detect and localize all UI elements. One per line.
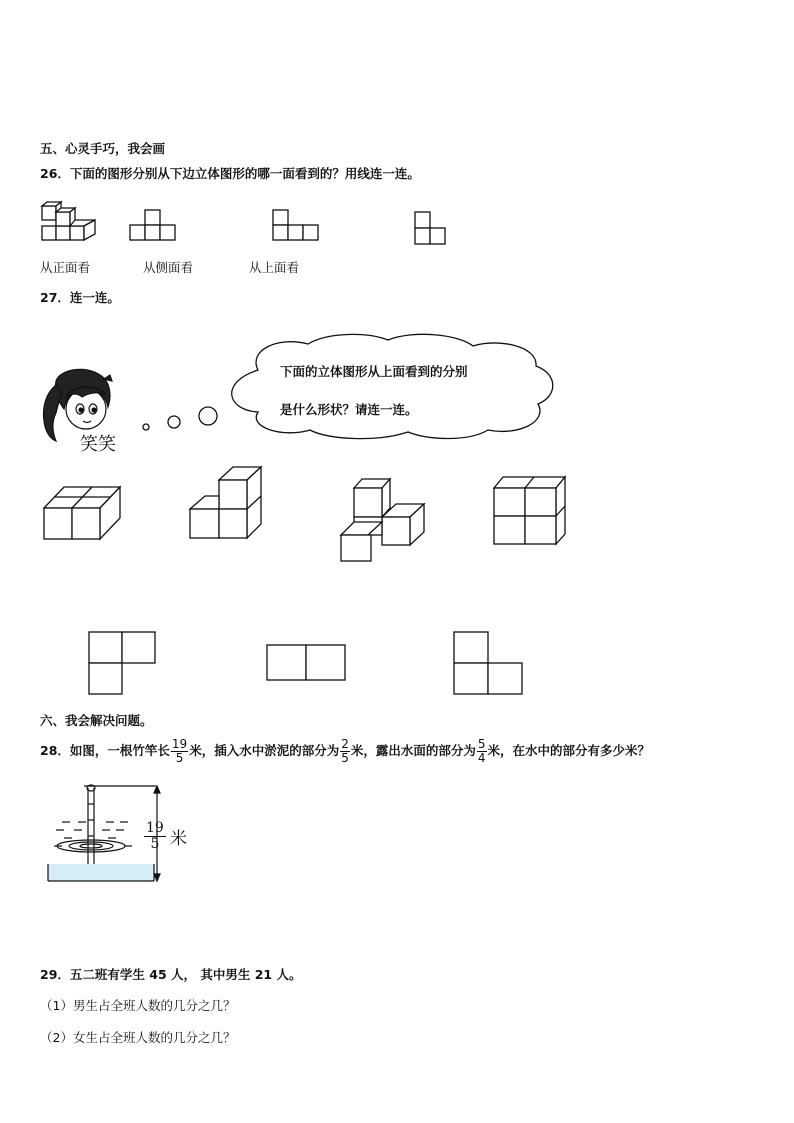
q27-view-a [88,631,158,695]
q26-view-a [130,209,176,243]
q28-mid2: 米，露出水面的部分为 [350,743,476,758]
q28-suffix: 米，在水中的部分有多少米？ [487,743,651,758]
q26-text: 26．下面的图形分别从下边立体图形的哪一面看到的？用线连一连。 [40,166,420,181]
q26-solid-figure [40,200,100,244]
q27-solid-c [340,478,428,562]
cloud-line-1: 下面的立体图形从上面看到的分别 [280,364,468,379]
q28-frac-mud: $\frac{2}{5}$ [341,737,349,765]
q26-view-c [415,211,447,247]
speech-cloud [218,330,563,442]
q26-view-b [273,209,319,243]
q28-figure-fraction: $\frac{19}{5}$ [146,820,164,852]
thought-bubbles [138,402,223,437]
view-label-front: 从正面看 [40,260,91,275]
q29-sub1: （1）男生占全班人数的几分之几？ [40,998,236,1013]
view-label-side: 从侧面看 [143,260,194,275]
section5-heading: 五、心灵手巧，我会画 [40,141,166,156]
q28-frac-total: $\frac{19}{5}$ [171,737,188,765]
q27-text: 27．连一连。 [40,290,120,305]
q27-view-b [266,644,348,682]
view-label-top: 从上面看 [249,260,300,275]
q27-solid-b [189,466,265,540]
q27-view-c [453,631,525,695]
q27-solid-d [493,476,569,548]
q28-text [40,734,650,768]
cloud-line-2: 是什么形状？请连一连。 [280,402,418,417]
section6-heading: 六、我会解决问题。 [40,713,153,728]
q28-prefix: 28．如图，一根竹竿长 [40,743,170,758]
q28-figure-unit: 米 [170,829,187,849]
q28-mid1: 米，插入水中淤泥的部分为 [189,743,340,758]
q28-frac-above: $\frac{5}{4}$ [477,737,486,765]
character-name: 笑笑 [80,434,116,455]
q27-solid-a [44,485,124,540]
q29-sub2: （2）女生占全班人数的几分之几？ [40,1030,236,1045]
q29-text: 29．五二班有学生 45 人， 其中男生 21 人。 [40,967,302,982]
